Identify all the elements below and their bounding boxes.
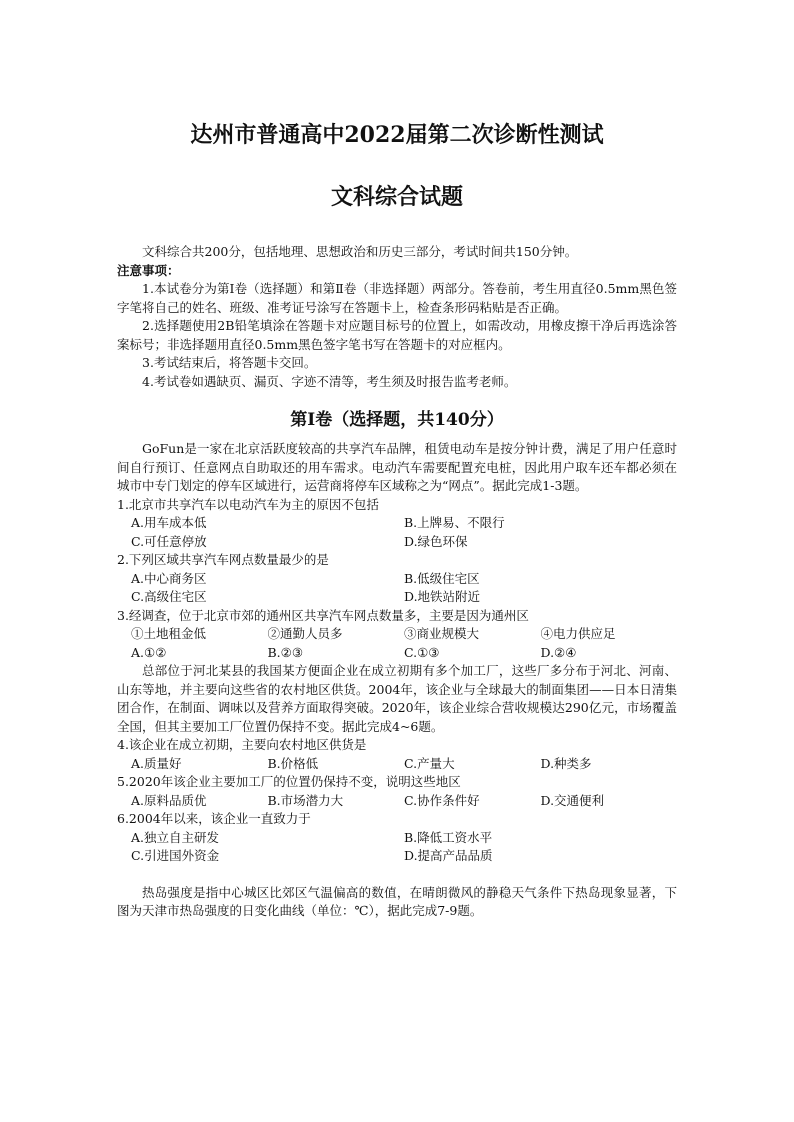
passage-noodle-company: 总部位于河北某县的我国某方便面企业在成立初期有多个加工厂，这些厂多分布于河北、河南、山东等地，并主要向这些省的农村地区供货。2004年，该企业与全球最大的制面集团——日本日清集团合作，在制面、调味以及营养方面取得突破。2020年，该企业综合营收规模达290亿元，市场覆盖全国，但其主要加工厂位置仍保持不变。据此完成4~6题。 — [117, 663, 677, 734]
statement: ①土地租金低 — [131, 626, 207, 641]
section-title: 第Ⅰ卷（选择题，共140分） — [290, 410, 504, 430]
question-5-options — [117, 792, 677, 811]
notice-item: 2.选择题使用2B铅笔填涂在答题卡对应题目标号的位置上，如需改动，用橡皮擦干净后再选涂答案标号；非选择题用直径0.5mm黑色签字笔书写在答题卡的对应框内。 — [117, 318, 677, 352]
option: A.中心商务区 — [131, 570, 207, 586]
option: B.②③ — [267, 644, 304, 660]
option: D.绿色环保 — [404, 533, 468, 549]
option: A.质量好 — [131, 755, 182, 771]
question-3-options — [117, 644, 677, 663]
option: A.用车成本低 — [131, 515, 207, 530]
option: A.原料品质优 — [131, 792, 207, 808]
question-6-stem: 6.2004年以来，该企业一直致力于 — [117, 811, 311, 826]
option: B.价格低 — [267, 755, 319, 771]
option: A.独立自主研发 — [131, 829, 220, 845]
notice-heading: 注意事项： — [117, 262, 180, 278]
exam-title: 达州市普通高中2022届第二次诊断性测试 — [190, 122, 604, 148]
option: C.①③ — [404, 644, 440, 660]
question-2-options — [117, 570, 677, 607]
question-5-stem: 5.2020年该企业主要加工厂的位置仍保持不变，说明这些地区 — [117, 774, 461, 789]
option: C.可任意停放 — [131, 533, 207, 549]
option: D.②④ — [540, 644, 577, 660]
option: D.交通便利 — [540, 792, 605, 808]
statement: ②通勤人员多 — [267, 626, 343, 641]
statement: ④电力供应足 — [540, 626, 616, 641]
question-6-options — [117, 829, 677, 866]
notice-item: 4.考试卷如遇缺页、漏页、字迹不清等，考生须及时报告监考老师。 — [142, 373, 517, 389]
option: C.引进国外资金 — [131, 848, 220, 863]
question-4-stem: 4.该企业在成立初期，主要向农村地区供货是 — [117, 737, 367, 752]
option: B.低级住宅区 — [404, 570, 480, 586]
passage-gofun: GoFun是一家在北京活跃度较高的共享汽车品牌，租赁电动车是按分钟计费，满足了用户任意时间自行预订、任意网点自助取还的用车需求。电动汽车需要配置充电桩，因此用户取车还车都必须在城市中专门划定的停车区域进行，运营商将停车区域称之为“网点”。据此完成1-3题。 — [117, 441, 677, 493]
option: C.高级住宅区 — [131, 589, 207, 604]
passage-heat-island: 热岛强度是指中心城区比郊区气温偏高的数值，在晴朗微风的静稳天气条件下热岛现象显著，下图为天津市热岛强度的日变化曲线（单位：℃），据此完成7-9题。 — [117, 884, 677, 918]
option: B.上牌易、不限行 — [404, 515, 505, 530]
question-1-stem: 1.北京市共享汽车以电动汽车为主的原因不包括 — [117, 496, 379, 512]
question-3-stem: 3.经调查，位于北京市郊的通州区共享汽车网点数量多，主要是因为通州区 — [117, 607, 529, 623]
option: B.降低工资水平 — [404, 829, 493, 845]
question-1-options — [117, 514, 677, 551]
option: D.地铁站附近 — [404, 589, 481, 604]
intro-text: 文科综合共200分，包括地理、思想政治和历史三部分，考试时间共150分钟。 — [142, 244, 578, 259]
option: D.种类多 — [540, 755, 592, 771]
option: C.协作条件好 — [404, 792, 480, 808]
notice-item: 3.考试结束后，将答题卡交回。 — [142, 355, 317, 370]
instructions-block — [117, 243, 677, 391]
question-2-stem: 2.下列区域共享汽车网点数量最少的是 — [117, 552, 329, 567]
questions-block — [117, 440, 677, 921]
option: D.提高产品品质 — [404, 848, 493, 863]
option: A.①② — [131, 644, 167, 660]
statement: ③商业规模大 — [404, 626, 480, 641]
exam-subtitle: 文科综合试题 — [330, 184, 463, 210]
notice-item: 1.本试卷分为第Ⅰ卷（选择题）和第Ⅱ卷（非选择题）两部分。答卷前，考生用直径0.5mm黑色签字笔将自己的姓名、班级、准考证号涂写在答题卡上，检查条形码粘贴是否正确。 — [117, 281, 677, 315]
question-4-options — [117, 755, 677, 774]
question-3-statements — [117, 625, 677, 644]
option: B.市场潜力大 — [267, 792, 344, 808]
option: C.产量大 — [404, 755, 455, 771]
